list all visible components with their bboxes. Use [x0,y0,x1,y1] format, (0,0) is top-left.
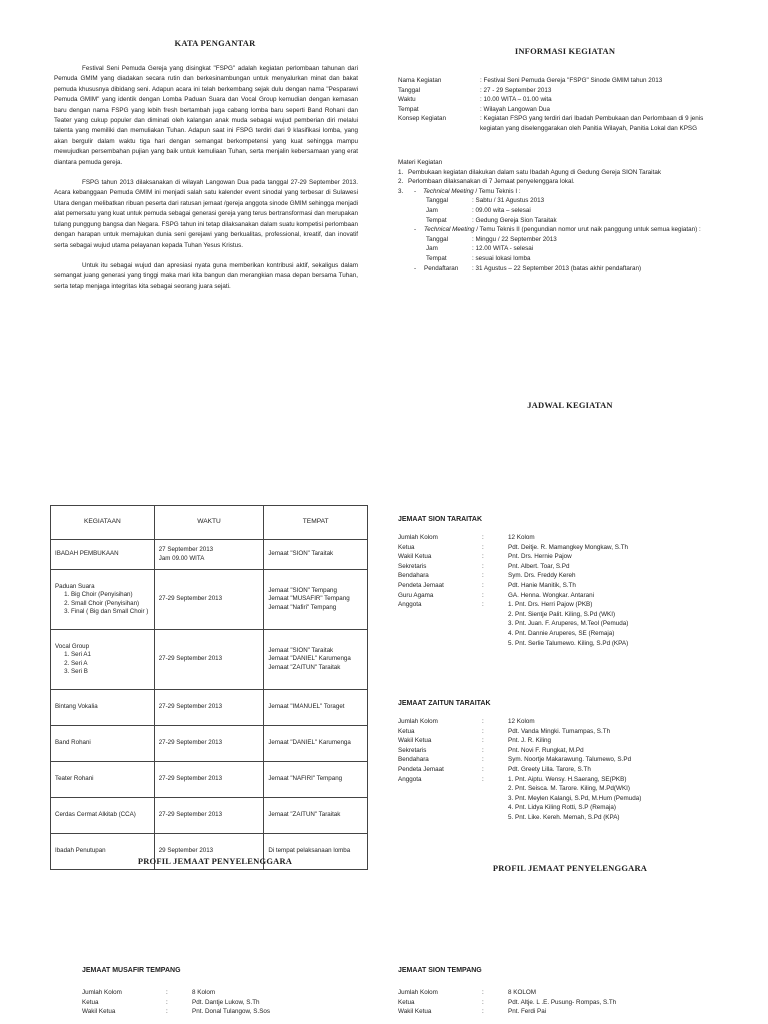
place-cell: Jemaat "ZAITUN" Taraitak [264,798,368,834]
table-row [51,690,368,726]
profile-row: 3. Pnt. Juan. F. Aruperes, M.Teol (Pemuda) [508,620,629,628]
informasi-kegiatan-title: INFORMASI KEGIATAN [514,46,616,56]
list-item: 1. Seri A1 [71,651,150,659]
list-item: 2. Seri A [71,660,150,668]
header-kegiatan: KEGIATAAN [51,506,155,540]
list-item: 2. Small Choir (Penyisihan) [71,600,150,608]
activity-cell: Ibadah Penutupan [51,834,155,870]
list-item: 1. Big Choir (Penyisihan) [71,591,150,599]
time-cell: 27-29 September 2013 [154,726,264,762]
table-row [51,570,368,630]
activity-cell [51,570,155,630]
profile-row: 5. Pnt. Like. Kereh. Memah, S.Pd (KPA) [508,813,620,821]
table-row [51,540,368,570]
activity-sub-list [55,591,150,616]
time-cell: 27-29 September 2013 [154,630,264,690]
table-row [51,762,368,798]
profile-title-right: PROFIL JEMAAT PENYELENGGARA [492,863,648,873]
activity-cell [51,630,155,690]
profile-row: Sekretaris : Pnt. Novi F. Rungkat, M.Pd [398,746,584,754]
profile-row: 2. Pnt. Sientje Palit. Kiling, S.Pd (WKI) [508,610,616,618]
activity-cell: Band Rohani [51,726,155,762]
profile-name: JEMAAT ZAITUN TARAITAK [398,700,491,707]
profile-row: Jumlah Kolom : 8 KOLOM [398,989,536,996]
profile-row: Jumlah Kolom : 12 Kolom [398,718,535,725]
list-item: 1. Pembukaan kegiatan dilakukan dalam satu Ibadah Agung di Gedung Gereja SION Taraitak [398,168,661,176]
info-row: Nama Kegiatan : Festival Seni Pemuda Gereja "FSPG" Sinode GMIM tahun 2013 [398,77,663,84]
profile-row: Ketua : Pdt. Altje. L .E. Pusung- Rompas, S.Th [398,998,617,1006]
place-cell: Jemaat "NAFIRI" Tempang [264,762,368,798]
profile-row: Guru Agama : GA. Henna. Wongkar. Antarani [398,591,594,599]
time-cell: 27-29 September 2013 [154,690,264,726]
schedule-table [50,505,368,870]
profile-musafir-tempang [82,967,372,1017]
pendaftaran-row: - Pendaftaran : 31 Agustus – 22 September 2013 (batas akhir pendaftaran) [414,264,642,272]
time-cell: 27 September 2013 Jam 09.00 WITA [154,540,264,570]
profile-row: Anggota : 1. Pnt. Aiptu. Wensy. H.Saerang, SE(PKB) [398,775,627,783]
materi-title: Materi Kegiatan [398,159,443,166]
profile-row: Bendahara : Sym. Noortje Makarawung. Talumewo, S.Pd [398,756,632,764]
tm1-row: Jam : 09.00 wita – selesai [426,206,531,214]
info-row: Waktu : 10.00 WITA – 01.00 wita [398,96,552,104]
intro-paragraph-2: FSPG tahun 2013 dilaksanakan di wilayah Langowan Dua pada tanggal 27-29 September 2013. Acara kebanggaan Pemuda GMIM ini menjadi salah satu kalender event sinodal yang terbesar di Sulawesi Utara dengan melibatkan ribuan peserta dari ratusan jemaat /gereja anggota sinode GMIM sehingga menjadi alat pemersatu yang kuat untuk pemuda sebagai generasi gereja yang terus bertransformasi dan merupakan tulang punggung bangsa dan Negara. FSPG tahun ini tetap dilaksanakan dalam suatu kompetisi perlombaan dengan harapan untuk memajukan dunia seni gerejawi yang berkualitas, professional, kreatif, dan inovatif serta sebagai wujud utama pelayanan kepada Tuhan Yesus Kristus. [54,179,358,249]
header-tempat: TEMPAT [264,506,368,540]
list-item: 3. Final ( Big dan Small Choir ) [71,608,150,616]
table-header-row [51,506,368,540]
profile-sion-taraitak [398,516,728,648]
activity-cell: Teater Rohani [51,762,155,798]
info-row: Tempat : Wilayah Langowan Dua [398,105,551,113]
place-cell: Jemaat "DANIEL" Karumenga [264,726,368,762]
activity-title: Paduan Suara [55,583,95,591]
profile-row: 4. Pnt. Lidya Kiling Rotti, S.P (Remaja) [508,804,617,812]
info-row: Tanggal : 27 - 29 September 2013 [398,86,552,94]
list-item: 2. Perlombaan dilaksanakan di 7 Jemaat penyelenggara lokal. [398,178,575,186]
jadwal-kegiatan-title: JADWAL KEGIATAN [527,400,613,410]
profile-row: 3. Pnt. Meylen Kalangi, S.Pd, M.Hum (Pemuda) [508,794,642,802]
profile-row: Pendeta Jemaat : Pdt. Greety Lilla. Tarore, S.Th [398,765,591,773]
profile-row: Wakil Ketua : Pnt. Ferdi Pai [398,1008,547,1016]
tm2-row: Jam : 12.00 WITA - selesai [426,245,534,253]
profile-row: Ketua : Pdt. Deitje. R. Mamangkey Mongkaw, S.Th [398,543,629,551]
table-row [51,726,368,762]
list-item: 3. - Technical Meeting / Temu Teknis I : [398,187,521,195]
activity-cell: Bintang Vokalia [51,690,155,726]
profile-title-left: PROFIL JEMAAT PENYELENGGARA [137,856,293,866]
time-cell: 27-29 September 2013 [154,570,264,630]
time-cell: 27-29 September 2013 [154,762,264,798]
activity-title: Vocal Group [55,643,90,651]
profile-name: JEMAAT SION TARAITAK [398,516,482,523]
place-cell: Jemaat "IMANUEL" Toraget [264,690,368,726]
profile-zaitun-taraitak [398,700,728,823]
profile-name: JEMAAT SION TEMPANG [398,967,482,974]
place-cell: Jemaat "SION" Taraitak [264,540,368,570]
profile-row: Wakil Ketua : Pnt. Drs. Hernie Pajow [398,553,572,561]
intro-paragraph-3: Untuk itu sebagai wujud dan apresiasi nyata guna memberikan kontribusi aktif, sekaligus dalam semangat juang generasi yang tinggi maka mari kita bangun dan merangkian masa depan bersama Tuhan, serta tetap menjaga integritas kita sebagai seorang juara sejati. [54,261,358,290]
profile-name: JEMAAT MUSAFIR TEMPANG [82,967,181,974]
activity-sub-list [55,651,150,676]
profile-row: Pendeta Jemaat : Pdt. Hanie Manitik, S.Th [398,581,576,589]
activity-cell: Cerdas Cermat Alkitab (CCA) [51,798,155,834]
profile-row: Jumlah Kolom : 8 Kolom [82,989,216,996]
list-item: 3. Seri B [71,668,150,676]
profile-row: Anggota : 1. Pnt. Drs. Herri Pajow (PKB) [398,601,593,609]
profile-sion-tempang [398,967,728,1017]
info-row: Konsep Kegiatan : Kegiatan FSPG yang terdiri dari Ibadah Pembukaan dan Perlombaan di 9 jenis kegiatan yang diselenggarakan oleh Panitia Wilayah, Panitia Lokal dan KPSG [398,115,704,132]
place-cell: Jemaat "SION" Taraitak Jemaat "DANIEL" Karumenga Jemaat "ZAITUN" Taraitak [264,630,368,690]
profile-row: 4. Pnt. Dannie Aruperes, SE (Remaja) [508,629,615,637]
tm2-heading: - Technical Meeting / Temu Teknis II (pengundian nomor urut naik panggung untuk semua kegiatan) : [414,226,701,234]
time-cell: 29 September 2013 [154,834,264,870]
tm2-row: Tempat : sesuai lokasi lomba [426,254,531,262]
profile-row: 2. Pnt. Seisca. M. Tarore. Kiling, M.Pd(WKI) [508,785,631,793]
profile-row: Ketua : Pdt. Vanda Mingki. Tumampas, S.Th [398,727,611,735]
info-block [398,76,718,134]
kata-pengantar-title: KATA PENGANTAR [174,38,256,48]
table-row [51,630,368,690]
tm1-row: Tanggal : Sabtu / 31 Agustus 2013 [426,197,545,205]
table-row [51,798,368,834]
activity-cell: IBADAH PEMBUKAAN [51,540,155,570]
profile-row: Wakil Ketua : Pnt. Donal Tulangow, S.Sos [82,1008,271,1016]
profile-row: Sekretaris : Pnt. Albert. Toar, S.Pd [398,562,570,570]
profile-row: 5. Pnt. Serlie Talumewo. Kiling, S.Pd (KPA) [508,639,629,647]
place-cell: Di tempat pelaksanaan lomba [264,834,368,870]
place-cell: Jemaat "SION" Tempang Jemaat "MUSAFIR" Tempang Jemaat "Nafiri" Tempang [264,570,368,630]
profile-row: Bendahara : Sym. Drs. Freddy Kereh [398,572,576,580]
profile-row: Ketua : Pdt. Dantje Lukow, S.Th [82,998,260,1006]
time-cell: 27-29 September 2013 [154,798,264,834]
tm2-row: Tanggal : Minggu / 22 September 2013 [426,235,557,243]
tm1-row: Tempat : Gedung Gereja Sion Taraitak [426,216,557,224]
intro-paragraph-1: Festival Seni Pemuda Gereja yang disingkat "FSPG" adalah kegiatan perlombaan tahunan dari Pemuda GMIM yang diadakan secara rutin dan berkesinambungan untuk menyalurkan minat dan bakat pemuda khususnya dibidang seni. Adapun acara ini telah berkembang sejak dulu dengan nama "Pesparawi Pemuda GMIM" yang identik dengan Lomba Paduan Suara dan Vocal Group kemudian dengan kemasan baru dengan nama FSPG yang lebih fresh bertambah juga cabang lomba baru seperti Band Rohani dan Teater yang cukup populer dan diminati oleh kalangan anak muda sebagai wujud pemberian diri melalui talenta yang memiliki dan memuliakan Tuhan. Adapun saat ini FSPG terdiri dari 9 klasifikasi lomba, yang akan bergulir dalam waktu tiga hari dengan semangat berkompetensi yang kuat sehingga mampu mewujudkan persembahan pujian yang baik untuk kemuliaan Tuhan, serta menjalin kebersamaan yang erat diantara pemuda gereja. [54,65,358,166]
profile-row: Wakil Ketua : Pnt. J. R. Kiling [398,737,552,745]
profile-row: Jumlah Kolom : 12 Kolom [398,534,535,541]
intro-text [54,64,358,292]
header-waktu: WAKTU [154,506,264,540]
materi-block [398,158,718,273]
